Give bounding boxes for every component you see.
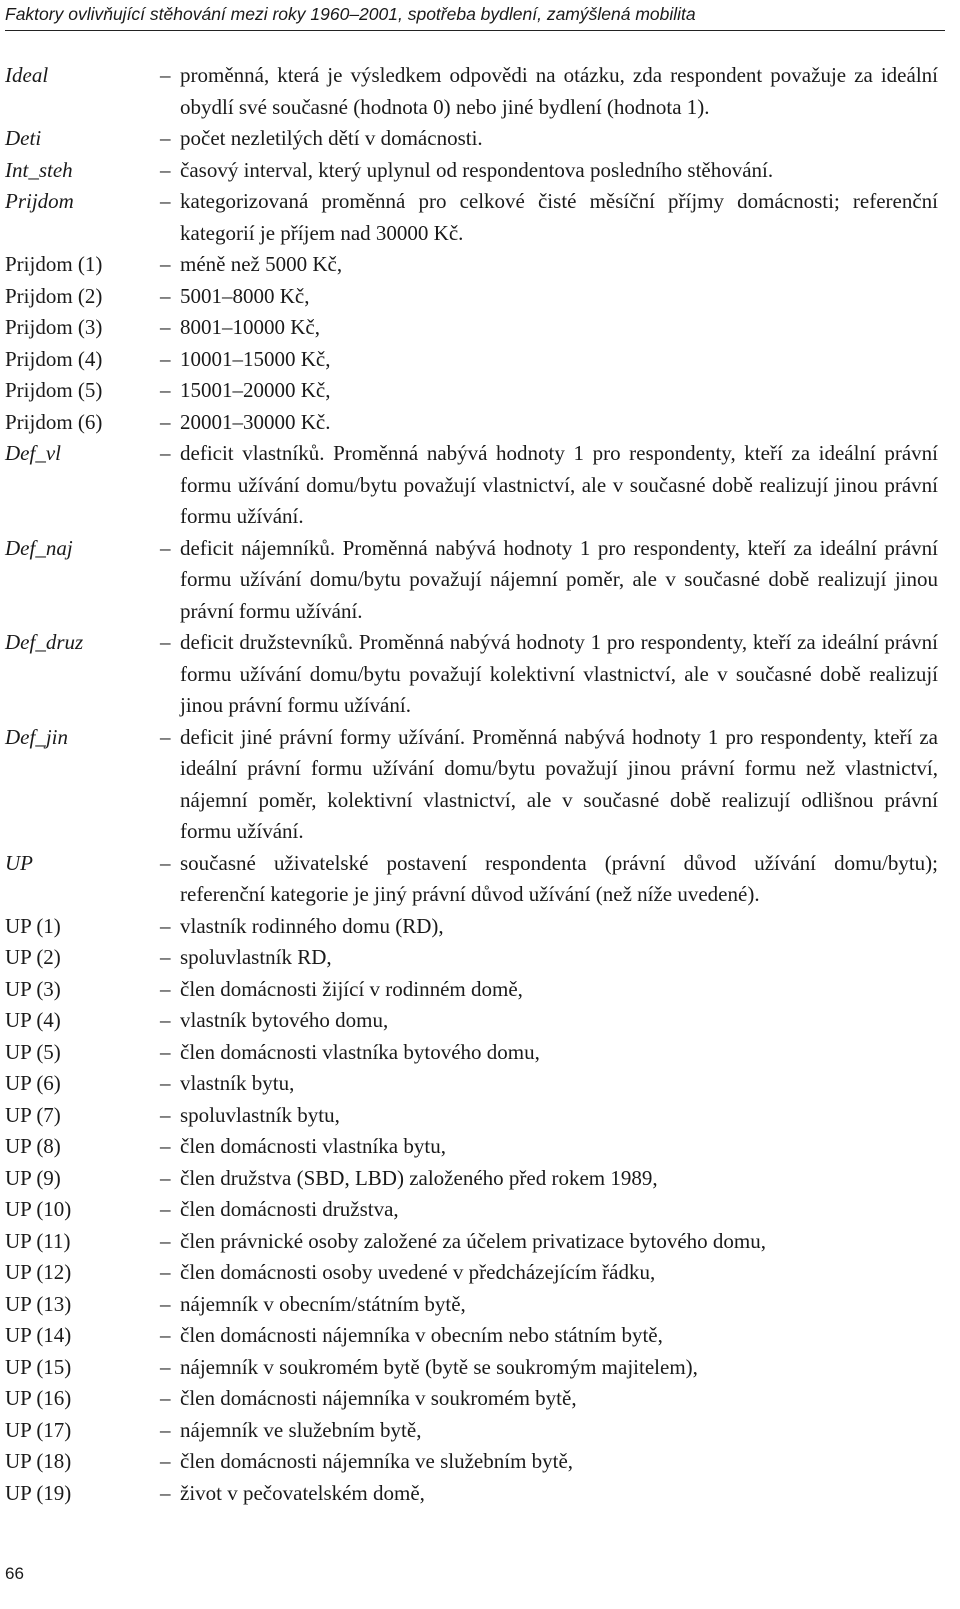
definition-body — [160, 60, 938, 123]
definition-body — [160, 1131, 938, 1163]
term-prijdom-2: Prijdom (2) — [5, 283, 103, 308]
term-prijdom-1: Prijdom (1) — [5, 252, 103, 276]
definition-entry — [5, 438, 938, 533]
definition-entry — [5, 312, 938, 344]
definition-entry — [5, 1005, 938, 1037]
term-def-naj: Def_naj — [5, 535, 73, 560]
definition-entry — [5, 1163, 938, 1195]
term-up-3: UP (3) — [5, 976, 61, 1001]
em-dash: – — [160, 1102, 171, 1127]
definition-body — [160, 1037, 938, 1069]
definition-body — [160, 627, 938, 722]
term-int-steh: Int_steh — [5, 157, 73, 182]
definition-body — [160, 375, 938, 407]
term-up-2: UP (2) — [5, 945, 61, 969]
em-dash: – — [160, 378, 171, 402]
definition-entry — [5, 1320, 938, 1352]
em-dash: – — [160, 1039, 171, 1064]
term-up-1: UP (1) — [5, 913, 61, 938]
definition-entry — [5, 1037, 938, 1069]
definition-entry — [5, 281, 938, 313]
definition-entry — [5, 1446, 938, 1478]
definition-text: člen domácnosti nájemníka ve služebním bytě, — [180, 1449, 574, 1473]
definition-text: deficit jiné právní formy užívání. Proměnná nabývá hodnoty 1 pro respondenty, kteří za ideální právní formu užívání domu/bytu považují jinou právní formu než vlastnictví, nájemní poměr, kolektivní vlastnictví, ale v současné době realizují odlišnou právní formu užívání. — [180, 724, 938, 843]
term-up-7: UP (7) — [5, 1102, 61, 1127]
definition-body — [160, 344, 938, 376]
definition-body — [160, 533, 938, 628]
definition-entry — [5, 533, 938, 628]
definition-body — [160, 1194, 938, 1226]
em-dash: – — [160, 157, 171, 182]
definition-entry — [5, 155, 938, 187]
em-dash: – — [160, 1228, 171, 1253]
term-up-12: UP (12) — [5, 1260, 72, 1284]
em-dash: – — [160, 252, 171, 276]
definition-text: počet nezletilých dětí v domácnosti. — [180, 126, 483, 150]
em-dash: – — [160, 976, 171, 1001]
definition-text: proměnná, která je výsledkem odpovědi na otázku, zda respondent považuje za ideální obydlí své současné (hodnota 0) nebo jiné bydlení (hodnota 1). — [180, 63, 938, 119]
term-prijdom: Prijdom — [5, 189, 74, 213]
definition-body — [160, 1100, 938, 1132]
page-number: 66 — [5, 1564, 24, 1583]
term-up-18: UP (18) — [5, 1449, 72, 1473]
definition-body — [160, 186, 938, 249]
em-dash: – — [160, 346, 171, 371]
definition-text: deficit družstevníků. Proměnná nabývá hodnoty 1 pro respondenty, kteří za ideální právní formu užívání domu/bytu považují kolektivní vlastnictví, ale v současné době realizují jinou právní formu užívání. — [180, 630, 938, 717]
definition-entry — [5, 1352, 938, 1384]
definition-body — [160, 407, 938, 439]
em-dash: – — [160, 1417, 171, 1442]
definition-text: člen domácnosti žijící v rodinném domě, — [180, 976, 523, 1001]
term-up-8: UP (8) — [5, 1134, 61, 1158]
em-dash: – — [160, 1260, 171, 1284]
definition-entry — [5, 1289, 938, 1321]
definition-text: 20001–30000 Kč. — [180, 409, 331, 434]
em-dash: – — [160, 945, 171, 969]
em-dash: – — [160, 535, 171, 560]
definition-entry — [5, 911, 938, 943]
term-up-6: UP (6) — [5, 1071, 61, 1095]
definition-text: 15001–20000 Kč, — [180, 378, 331, 402]
term-up-15: UP (15) — [5, 1354, 72, 1379]
definition-entry — [5, 627, 938, 722]
definition-entry — [5, 1068, 938, 1100]
definition-entry — [5, 344, 938, 376]
definition-entry — [5, 1383, 938, 1415]
term-up-4: UP (4) — [5, 1008, 61, 1032]
term-ideal: Ideal — [5, 63, 49, 87]
em-dash: – — [160, 63, 171, 87]
definition-entry — [5, 1478, 938, 1510]
definition-body — [160, 942, 938, 974]
definition-text: vlastník rodinného domu (RD), — [180, 913, 444, 938]
definition-text: život v pečovatelském domě, — [180, 1480, 425, 1505]
term-prijdom-5: Prijdom (5) — [5, 378, 103, 402]
definition-body — [160, 249, 938, 281]
definition-body — [160, 1446, 938, 1478]
definition-body — [160, 155, 938, 187]
em-dash: – — [160, 1323, 171, 1347]
term-def-jin: Def_jin — [5, 724, 68, 749]
em-dash: – — [160, 441, 171, 465]
definition-text: vlastník bytového domu, — [180, 1008, 389, 1032]
definition-text: člen domácnosti osoby uvedené v předcházejícím řádku, — [180, 1260, 656, 1284]
term-up-9: UP (9) — [5, 1165, 61, 1190]
definition-entry — [5, 123, 938, 155]
definition-body — [160, 974, 938, 1006]
term-up-17: UP (17) — [5, 1417, 72, 1442]
definition-body — [160, 1005, 938, 1037]
definition-text: 10001–15000 Kč, — [180, 346, 331, 371]
definition-text: člen domácnosti družstva, — [180, 1197, 399, 1221]
term-deti: Deti — [5, 126, 42, 150]
definition-entry — [5, 1131, 938, 1163]
em-dash: – — [160, 409, 171, 434]
definition-entry — [5, 1226, 938, 1258]
definition-text: 5001–8000 Kč, — [180, 283, 310, 308]
definition-body — [160, 1226, 938, 1258]
definition-body — [160, 1383, 938, 1415]
definition-body — [160, 1289, 938, 1321]
em-dash: – — [160, 1386, 171, 1410]
em-dash: – — [160, 126, 171, 150]
definition-text: spoluvlastník bytu, — [180, 1102, 340, 1127]
term-def-vl: Def_vl — [5, 441, 61, 465]
term-up-13: UP (13) — [5, 1291, 72, 1316]
em-dash: – — [160, 1008, 171, 1032]
term-up-19: UP (19) — [5, 1480, 72, 1505]
definition-text: člen družstva (SBD, LBD) založeného před rokem 1989, — [180, 1165, 658, 1190]
term-up: UP — [5, 850, 33, 875]
term-prijdom-6: Prijdom (6) — [5, 409, 103, 434]
term-prijdom-3: Prijdom (3) — [5, 315, 103, 339]
definition-entry — [5, 848, 938, 911]
definition-entry — [5, 375, 938, 407]
definition-body — [160, 848, 938, 911]
definition-body — [160, 722, 938, 848]
em-dash: – — [160, 1354, 171, 1379]
definition-text: časový interval, který uplynul od respondentova posledního stěhování. — [180, 157, 774, 182]
term-up-16: UP (16) — [5, 1386, 72, 1410]
definition-entry — [5, 249, 938, 281]
term-up-5: UP (5) — [5, 1039, 61, 1064]
definition-body — [160, 1352, 938, 1384]
definition-text: člen domácnosti vlastníka bytového domu, — [180, 1039, 540, 1064]
em-dash: – — [160, 1134, 171, 1158]
em-dash: – — [160, 189, 171, 213]
definition-entry — [5, 60, 938, 123]
definition-text: nájemník v obecním/státním bytě, — [180, 1291, 466, 1316]
definition-entry — [5, 1194, 938, 1226]
term-prijdom-4: Prijdom (4) — [5, 346, 103, 371]
term-def-druz: Def_druz — [5, 630, 84, 654]
definition-entry — [5, 1100, 938, 1132]
term-up-10: UP (10) — [5, 1197, 72, 1221]
definition-body — [160, 438, 938, 533]
em-dash: – — [160, 724, 171, 749]
em-dash: – — [160, 630, 171, 654]
em-dash: – — [160, 1291, 171, 1316]
definition-text: deficit nájemníků. Proměnná nabývá hodnoty 1 pro respondenty, kteří za ideální právní formu užívání domu/bytu považují nájemní poměr, ale v současné době realizují jinou právní formu užívání. — [180, 535, 938, 623]
term-up-11: UP (11) — [5, 1228, 71, 1253]
definition-text: člen domácnosti vlastníka bytu, — [180, 1134, 446, 1158]
definition-entry — [5, 942, 938, 974]
em-dash: – — [160, 1071, 171, 1095]
em-dash: – — [160, 913, 171, 938]
definition-text: člen právnické osoby založené za účelem privatizace bytového domu, — [180, 1228, 766, 1253]
running-header: Faktory ovlivňující stěhování mezi roky 1960–2001, spotřeba bydlení, zamýšlená mobilita — [5, 2, 945, 31]
definition-body — [160, 911, 938, 943]
definition-entry — [5, 1415, 938, 1447]
definition-body — [160, 1257, 938, 1289]
definition-body — [160, 1163, 938, 1195]
definition-text: nájemník ve služebním bytě, — [180, 1417, 422, 1442]
definition-text: 8001–10000 Kč, — [180, 315, 320, 339]
definition-body — [160, 281, 938, 313]
definition-text: deficit vlastníků. Proměnná nabývá hodnoty 1 pro respondenty, kteří za ideální právní formu užívání domu/bytu považují vlastnictví, ale v současné době realizují jinou právní formu užívání. — [180, 441, 938, 528]
definition-body — [160, 123, 938, 155]
definition-body — [160, 1478, 938, 1510]
em-dash: – — [160, 1449, 171, 1473]
definition-text: méně než 5000 Kč, — [180, 252, 343, 276]
definition-body — [160, 312, 938, 344]
definition-text: nájemník v soukromém bytě (bytě se soukromým majitelem), — [180, 1354, 698, 1379]
em-dash: – — [160, 315, 171, 339]
definition-entry — [5, 722, 938, 848]
definition-entry — [5, 186, 938, 249]
definition-text: člen domácnosti nájemníka v obecním nebo státním bytě, — [180, 1323, 663, 1347]
definition-list — [5, 60, 938, 1509]
definition-text: člen domácnosti nájemníka v soukromém bytě, — [180, 1386, 577, 1410]
em-dash: – — [160, 850, 171, 875]
em-dash: – — [160, 1165, 171, 1190]
definition-text: kategorizovaná proměnná pro celkové čisté měsíční příjmy domácnosti; referenční kategorií je příjem nad 30000 Kč. — [180, 189, 938, 245]
term-up-14: UP (14) — [5, 1323, 72, 1347]
definition-body — [160, 1068, 938, 1100]
em-dash: – — [160, 283, 171, 308]
definition-entry — [5, 974, 938, 1006]
definition-entry — [5, 1257, 938, 1289]
em-dash: – — [160, 1480, 171, 1505]
definition-text: současné uživatelské postavení respondenta (právní důvod užívání domu/bytu); referenční kategorie je jiný právní důvod užívání (než níže uvedené). — [180, 850, 938, 906]
definition-text: spoluvlastník RD, — [180, 945, 332, 969]
em-dash: – — [160, 1197, 171, 1221]
definition-body — [160, 1415, 938, 1447]
definition-entry — [5, 407, 938, 439]
definition-text: vlastník bytu, — [180, 1071, 295, 1095]
definition-body — [160, 1320, 938, 1352]
